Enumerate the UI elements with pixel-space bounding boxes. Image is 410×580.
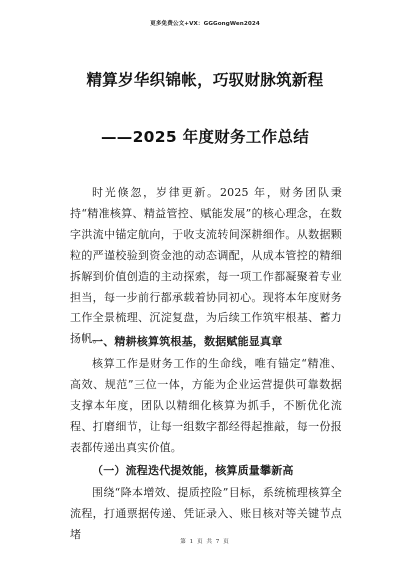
paragraph-intro: 时光倏忽，岁律更新。2025 年，财务团队秉持“精准核算、精益管控、赋能发展”的核心理念，在数字洪流中锚定航向，于收支流转间深耕细作。从数据颗粒的严谨校验到资金池的动态调配，从成本管控的精细拆解到价值创造的主动探索，每一项工作都凝聚着专业担当，每一步前行都承载着协同初心。现将本年度财务工作全景梳理、沉淀复盘，为后续工作筑牢根基、蓄力扬帆。 <box>70 186 342 346</box>
paragraph-subsection-1: 围绕“降本增效、提质控险”目标，系统梳理核算全流程，打通票据传递、凭证录入、账目核对等关键节点堵 <box>70 486 342 541</box>
document-subtitle: ——2025 年度财务工作总结 <box>100 128 310 146</box>
paragraph-section-1: 核算工作是财务工作的生命线，唯有锚定“精准、高效、规范”三位一体，方能为企业运营提供可靠数据支撑本年度，团队以精细化核算为抓手，不断优化流程、打磨细节，让每一组数字都经得起推敲，每一份报表都传递出真实价值。 <box>70 357 342 454</box>
page-number: 第 1 页 共 7 页 <box>180 539 230 545</box>
header-note: 更多免费公文+VX：GGGongWen2024 <box>150 21 260 27</box>
document-title: 精算岁华织锦帐，巧驭财脉筑新程 <box>86 71 324 89</box>
subsection-heading-1: （一）流程迭代提效能，核算质量攀新高 <box>92 464 294 477</box>
section-heading-1: 一、精耕核算筑根基，数据赋能显真章 <box>92 335 283 348</box>
